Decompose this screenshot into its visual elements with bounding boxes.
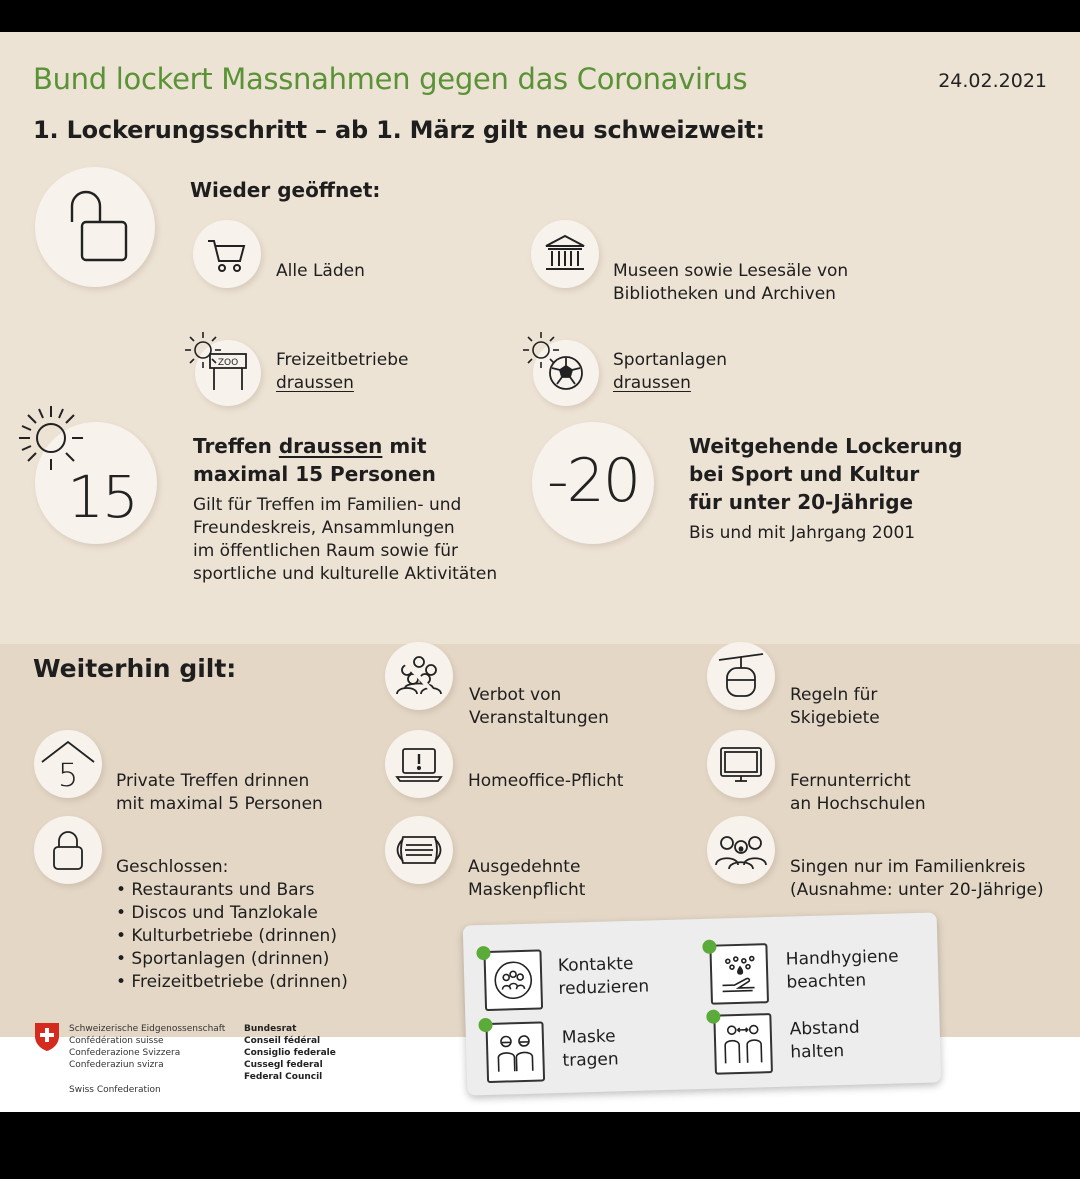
reopened-heading: Wieder geöffnet:	[190, 178, 381, 202]
rule-label-line1: Kontakte	[557, 953, 634, 977]
hand-hygiene-icon	[709, 943, 769, 1005]
meetings-heading-pre: Treffen	[193, 434, 279, 458]
closed-item: • Restaurants und Bars	[116, 880, 315, 900]
reduce-contacts-icon	[483, 949, 543, 1011]
closed-item: • Freizeitbetriebe (drinnen)	[116, 972, 348, 992]
private-meetings-line1: Private Treffen drinnen	[116, 771, 310, 791]
footer-language-line: Confederazione Svizzera	[69, 1048, 181, 1058]
page-subtitle: 1. Lockerungsschritt – ab 1. März gilt neu schweizweit:	[33, 116, 765, 144]
meetings-heading-line2: maximal 15 Personen	[193, 462, 436, 486]
singing-group-icon	[707, 816, 775, 884]
closed-item: • Discos und Tanzlokale	[116, 903, 318, 923]
publication-date: 24.02.2021	[938, 70, 1047, 92]
rule-label-line2: beachten	[786, 970, 867, 993]
meetings-text-line2: Freundeskreis, Ansammlungen	[193, 518, 455, 538]
cable-car-icon	[707, 642, 775, 710]
under-20-number: -20	[547, 446, 639, 516]
meetings-15-number: 15	[67, 463, 137, 531]
footer-council-line: Conseil fédéral	[244, 1036, 321, 1046]
remote-label-line1: Fernunterricht	[790, 771, 911, 791]
rule-label-line1: Maske	[561, 1026, 616, 1048]
museums-label-line1: Museen sowie Lesesäle von	[613, 261, 849, 281]
footer-council-line: Federal Council	[244, 1072, 323, 1082]
singing-label-line1: Singen nur im Familienkreis	[790, 857, 1026, 877]
sun-icon	[13, 400, 89, 476]
rule-label-line1: Handhygiene	[785, 946, 899, 970]
under-20-badge	[532, 422, 654, 544]
ski-label-line1: Regeln für	[790, 685, 878, 705]
house-5-number: 5	[57, 756, 79, 792]
rule-label-line1: Abstand	[789, 1017, 860, 1040]
closed-lock-icon	[34, 816, 102, 884]
laptop-icon	[385, 730, 453, 798]
house-5-icon	[34, 730, 102, 798]
open-lock-icon	[35, 167, 155, 287]
zoo-sign-text: ZOO	[217, 358, 239, 368]
meetings-text-line1: Gilt für Treffen im Familien- und	[193, 495, 462, 515]
meetings-text-line4: sportliche und kulturelle Aktivitäten	[193, 564, 498, 584]
closed-item: • Sportanlagen (drinnen)	[116, 949, 330, 969]
museum-icon	[531, 220, 599, 288]
footer-council-line: Bundesrat	[244, 1024, 297, 1034]
youth-heading-line1: Weitgehende Lockerung	[689, 434, 963, 458]
crowd-banned-icon	[385, 642, 453, 710]
homeoffice-label: Homeoffice-Pflicht	[468, 771, 624, 791]
youth-note: Bis und mit Jahrgang 2001	[689, 523, 916, 543]
footer-council-line: Cussegl federal	[244, 1060, 323, 1070]
sun-icon	[182, 329, 224, 371]
hygiene-rules-card	[463, 912, 942, 1095]
sports-label-line1: Sportanlagen	[613, 350, 727, 370]
ski-label-line2: Skigebiete	[790, 708, 880, 728]
swiss-shield-icon	[34, 1022, 60, 1052]
closed-item: • Kulturbetriebe (drinnen)	[116, 926, 337, 946]
rule-label-line2: halten	[790, 1041, 845, 1063]
masks-label-line2: Maskenpflicht	[468, 880, 586, 900]
events-label-line1: Verbot von	[469, 685, 562, 705]
events-label-line2: Veranstaltungen	[469, 708, 609, 728]
page-title: Bund lockert Massnahmen gegen das Coronavirus	[33, 62, 748, 96]
singing-label-line2: (Ausnahme: unter 20-Jährige)	[790, 880, 1044, 900]
monitor-icon	[707, 730, 775, 798]
shopping-cart-icon	[193, 220, 261, 288]
closed-heading: Geschlossen:	[116, 857, 229, 877]
meetings-heading-underlined: draussen	[278, 434, 383, 458]
sports-label-line2: draussen	[613, 373, 691, 393]
face-mask-icon	[385, 816, 453, 884]
keep-distance-icon	[713, 1013, 773, 1075]
wear-mask-icon	[485, 1021, 545, 1083]
masks-label-line1: Ausgedehnte	[468, 857, 581, 877]
remote-label-line2: an Hochschulen	[790, 794, 926, 814]
footer-english-name: Swiss Confederation	[69, 1085, 161, 1095]
leisure-label-line1: Freizeitbetriebe	[276, 350, 409, 370]
youth-heading-line2: bei Sport und Kultur	[689, 462, 920, 486]
private-meetings-line2: mit maximal 5 Personen	[116, 794, 323, 814]
still-valid-heading: Weiterhin gilt:	[33, 654, 237, 683]
sun-icon	[520, 329, 562, 371]
meetings-text-line3: im öffentlichen Raum sowie für	[193, 541, 458, 561]
footer-language-line: Confederaziun svizra	[69, 1060, 164, 1070]
leisure-label-line2: draussen	[276, 373, 354, 393]
rule-label-line2: reduzieren	[558, 976, 650, 999]
meetings-heading-line1	[193, 432, 427, 460]
footer-language-line: Confédération suisse	[69, 1036, 164, 1046]
rule-label-line2: tragen	[562, 1049, 619, 1071]
youth-heading-line3: für unter 20-Jährige	[689, 490, 914, 514]
footer-language-line: Schweizerische Eidgenossenschaft	[69, 1024, 226, 1034]
meetings-heading-post: mit	[382, 434, 427, 458]
shops-label: Alle Läden	[276, 261, 365, 281]
infographic-page	[0, 32, 1080, 1112]
museums-label-line2: Bibliotheken und Archiven	[613, 284, 836, 304]
footer-council-line: Consiglio federale	[244, 1048, 336, 1058]
